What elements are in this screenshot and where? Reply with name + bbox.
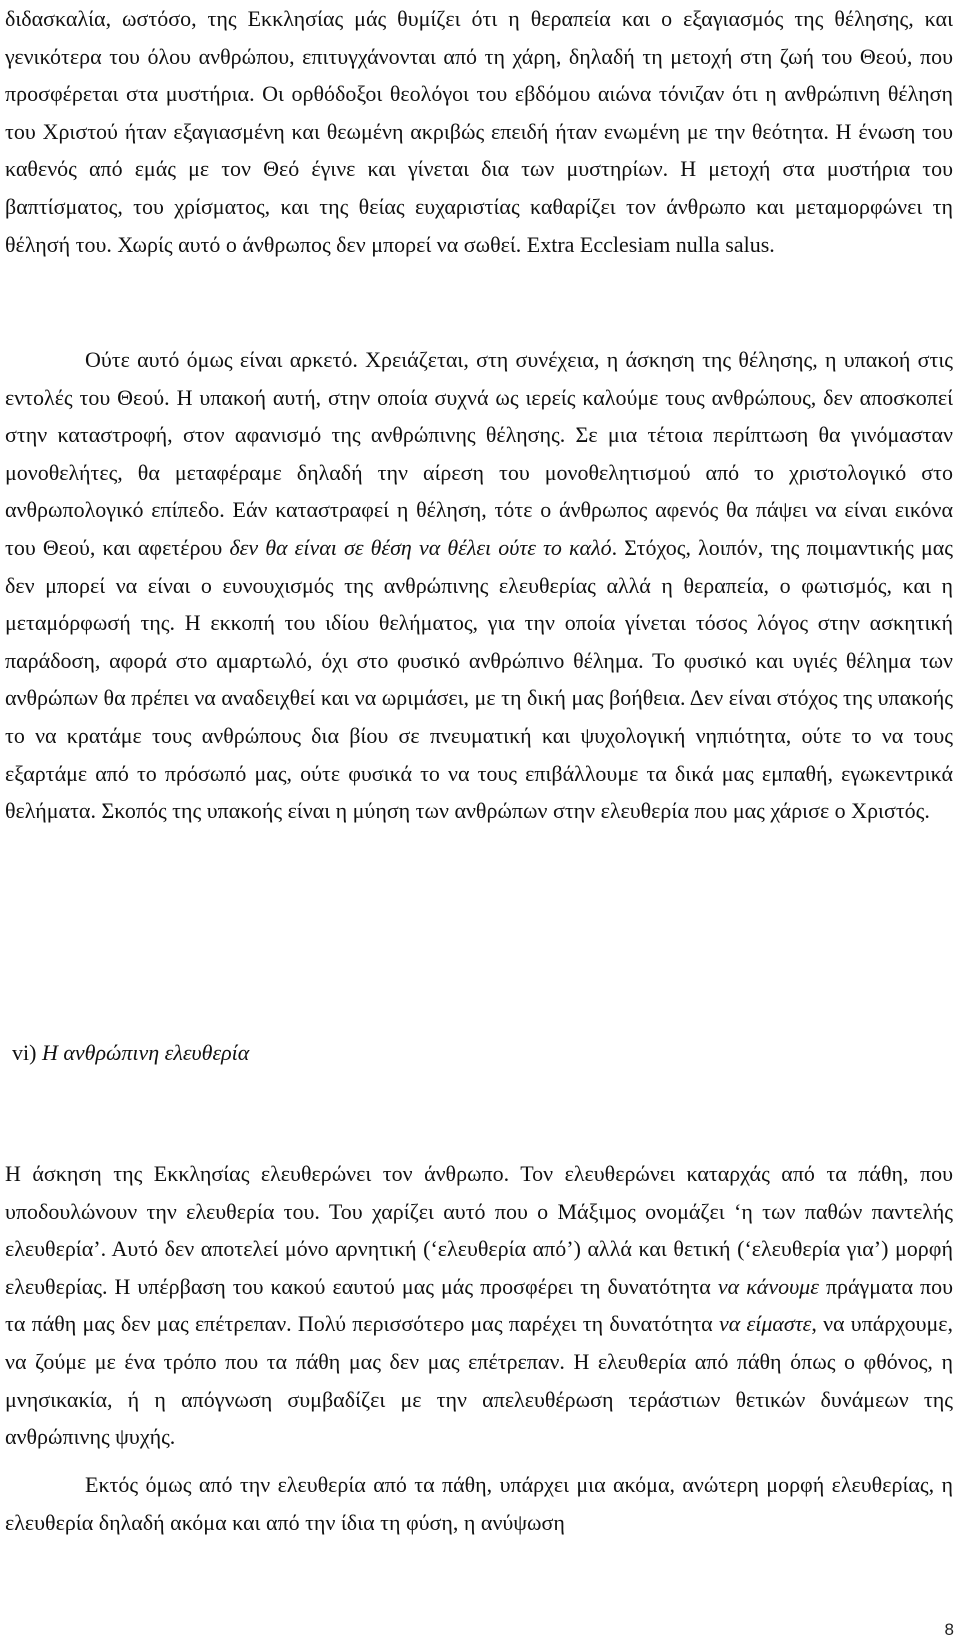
paragraph-text-part-2: . Στόχος, λοιπόν, της ποιμαντικής μας δεν μπορεί να είναι ο ευνουχισμός της ανθρώπινης ελευθερίας αλλά η θεραπεία, ο φωτισμός, και η μεταμόρφωσή της. Η εκκοπή του ιδίου θελήματος, για την οποία γίνεται τόσος λόγος στην ασκητική παράδοση, αφορά στο αμαρτωλό, όχι στο φυσικό ανθρώπινο θέλημα. Το φυσικό και υγιές θέλημα των ανθρώπων θα πρέπει να αναδειχθεί και να ωριμάσει, με τη δική μας βοήθεια. Δεν είναι στόχος της υπακοής το να κρατάμε τους ανθρώπους δια βίου σε πνευματική και ψυχολογική νηπιότητα, ούτε το να τους εξαρτάμε από το πρόσωπό μας, ούτε φυσικά το να τους επιβάλλουμε τα δικά μας εμπαθή, εγωκεντρικά θελήματα. Σκοπός της υπακοής είναι η μύηση των ανθρώπων στην ελευθερία που μας χάρισε ο Χριστός. — [5, 534, 953, 824]
paragraph-higher-freedom — [5, 1466, 953, 1541]
italic-emphasis-2: να είμαστε — [718, 1311, 812, 1337]
paragraph-text: διδασκαλία, ωστόσο, της Εκκλησίας μάς θυμίζει ότι η θεραπεία και ο εξαγιασμός της θέλησης, και γενικότερα του όλου ανθρώπου, επιτυγχάνονται από τη χάρη, δηλαδή τη μετοχή στη ζωή του Θεού, που προσφέρεται στα μυστήρια. Οι ορθόδοξοι θεολόγοι του εβδόμου αιώνα τόνιζαν ότι η ανθρώπινη θέληση του Χριστού ήταν εξαγιασμένη και θεωμένη ακριβώς επειδή ήταν ενωμένη με την θεότητα. Η ένωση του καθενός από εμάς με τον Θεό έγινε και γίνεται δια των μυστηρίων. Η μετοχή στα μυστήρια του βαπτίσματος, του χρίσματος, και της θείας ευχαριστίας καθαρίζει τον άνθρωπο και μεταμορφώνει τη θέλησή του. Χωρίς αυτό ο άνθρωπος δεν μπορεί να σωθεί. Extra Ecclesiam nulla salus. — [5, 6, 953, 257]
section-title: Η ανθρώπινη ελευθερία — [41, 1040, 250, 1065]
paragraph-text: Εκτός όμως από την ελευθερία από τα πάθη, υπάρχει μια ακόμα, ανώτερη μορφή ελευθερίας, η ελευθερία δηλαδή ακόμα και από την ίδια τη φύση, η ανύψωση — [5, 1472, 953, 1535]
paragraph-text-part-1: Η άσκηση της Εκκλησίας ελευθερώνει τον άνθρωπο. Τον ελευθερώνει καταρχάς από τα πάθη, που υποδουλώνουν την ελευθερία του. Του χαρίζει αυτό που ο Μάξιμος ονομάζει ‘η των παθών παντελής ελευθερία’. Αυτό δεν αποτελεί μόνο αρνητική (‘ελευθερία από’) αλλά και θετική (‘ελευθερία για’) μορφή ελευθερίας. Η υπέρβαση του κακού εαυτού μας μάς προσφέρει τη δυνατότητα — [5, 1161, 953, 1299]
paragraph-text-part-3: , να υπάρχουμε, να ζούμε με ένα τρόπο που τα πάθη μας δεν μας επέτρεπαν. Η ελευθερία από πάθη όπως ο φθόνος, η μνησικακία, ή η απόγνωση συμβαδίζει με την απελευθέρωση τεράστιων θετικών δυνάμεων της ανθρώπινης ψυχής. — [5, 1311, 954, 1450]
section-number: vi) — [12, 1040, 42, 1065]
paragraph-human-freedom — [5, 1155, 953, 1456]
italic-emphasis: δεν θα είναι σε θέση να θέλει ούτε το καλό — [229, 534, 612, 560]
page-number: 8 — [944, 1620, 954, 1639]
paragraph-text-part-1: Ούτε αυτό όμως είναι αρκετό. Χρειάζεται, στη συνέχεια, η άσκηση της θέλησης, η υπακοή στις εντολές του Θεού. Η υπακοή αυτή, στην οποία συχνά ως ιερείς καλούμε τους ανθρώπους, δεν αποσκοπεί στην καταστροφή, στον αφανισμό της ανθρώπινης θέλησης. Σε μια τέτοια περίπτωση θα γινόμασταν μονοθελήτες, θα μεταφέραμε δηλαδή την αίρεση του μονοθελητισμού από το χριστολογικό στο ανθρωπολογικό επίπεδο. Εάν καταστραφεί η θέληση, τότε ο άνθρωπος αφενός θα πάψει να είναι εικόνα του Θεού, και αφετέρου — [5, 347, 953, 560]
paragraph-obedience — [5, 341, 953, 830]
section-heading — [12, 1034, 612, 1072]
paragraph-sacraments — [5, 0, 953, 263]
paragraph-text-part-2: πράγματα που τα πάθη μας δεν μας επέτρεπαν. Πολύ περισσότερο μας παρέχει τη δυνατότητα — [5, 1273, 954, 1337]
italic-emphasis-1: να κάνουμε — [717, 1273, 819, 1299]
